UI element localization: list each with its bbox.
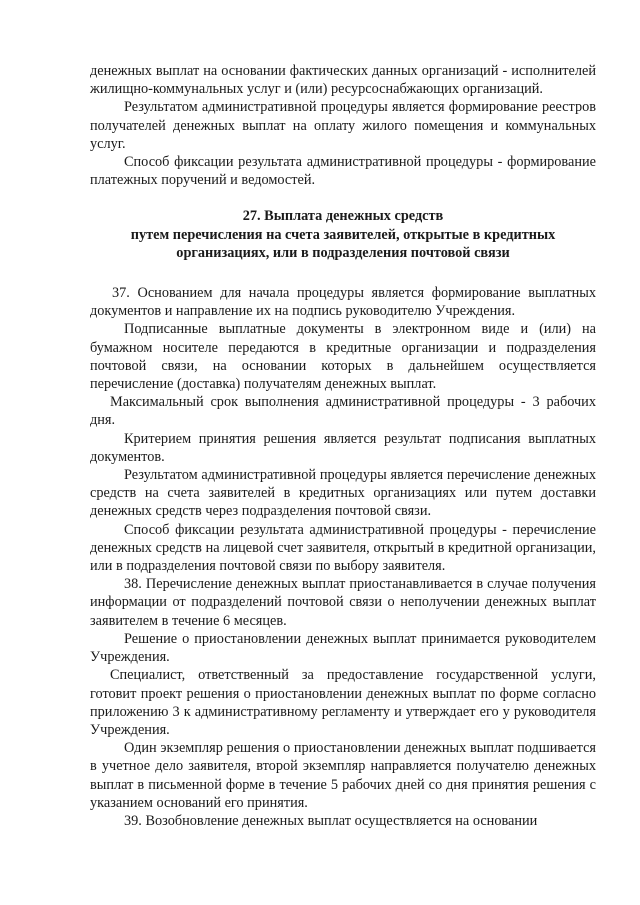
paragraph-fixation: Способ фиксации результата административной процедуры - перечисление денежных средств на лицевой счет заявителя, открытый в кредитной организации, или в подразделения почтовой связи по выбору заявителя. [90, 521, 596, 575]
paragraph-37: 37. Основанием для начала процедуры является формирование выплатных документов и направление их на подпись руководителю Учреждения. [90, 285, 596, 320]
section-heading-line-2: путем перечисления на счета заявителей, открытые в кредитных [130, 226, 556, 243]
paragraph-criterion: Критерием принятия решения является результат подписания выплатных документов. [90, 430, 596, 465]
section-heading [90, 207, 596, 262]
paragraph-result: Результатом административной процедуры является перечисление денежных средств на счета заявителей в кредитных организациях или путем доставки денежных средств через подразделения почтовой связи. [90, 467, 596, 520]
paragraph-copy: Один экземпляр решения о приостановлении денежных выплат подшивается в учетное дело заявителя, второй экземпляр направляется получателю денежных выплат в письменной форме в течение 5 рабочих дней со дня принятия решения с указанием оснований его принятия. [90, 740, 596, 811]
paragraph-intro-1: денежных выплат на основании фактических данных организаций - исполнителей жилищно-коммунальных услуг и (или) ресурсоснабжающих организаций. [90, 63, 596, 98]
paragraph-39: 39. Возобновление денежных выплат осуществляется на основании [124, 812, 538, 829]
paragraph-38: 38. Перечисление денежных выплат приостанавливается в случае получения информации от подразделений почтовой связи о неполучении денежных выплат заявителем в течение 6 месяцев. [90, 576, 596, 629]
section-heading-line-1: 27. Выплата денежных средств [242, 208, 444, 225]
paragraph-specialist: Специалист, ответственный за предоставление государственной услуги, готовит проект решения о приостановлении денежных выплат по форме согласно приложению 3 к административному регламенту и утверждает его у руководителя Учреждения. [90, 667, 596, 738]
paragraph-decision: Решение о приостановлении денежных выплат принимается руководителем Учреждения. [90, 630, 596, 666]
paragraph-intro-2: Результатом административной процедуры является формирование реестров получателей денежных выплат на оплату жилого помещения и коммунальных услуг. [90, 99, 596, 152]
paragraph-intro-3: Способ фиксации результата административной процедуры - формирование платежных поручений и ведомостей. [90, 154, 596, 189]
section-heading-line-3: организациях, или в подразделения почтовой связи [176, 244, 510, 261]
document-body [90, 62, 596, 830]
paragraph-signed-documents: Подписанные выплатные документы в электронном виде и (или) на бумажном носителе передаются в кредитные организации и подразделения почтовой связи, на основании которых в дальнейшем осуществляется перечисление (доставка) получателям денежных выплат. [90, 321, 596, 393]
paragraph-max-term: Максимальный срок выполнения административной процедуры - 3 рабочих дня. [90, 394, 596, 429]
